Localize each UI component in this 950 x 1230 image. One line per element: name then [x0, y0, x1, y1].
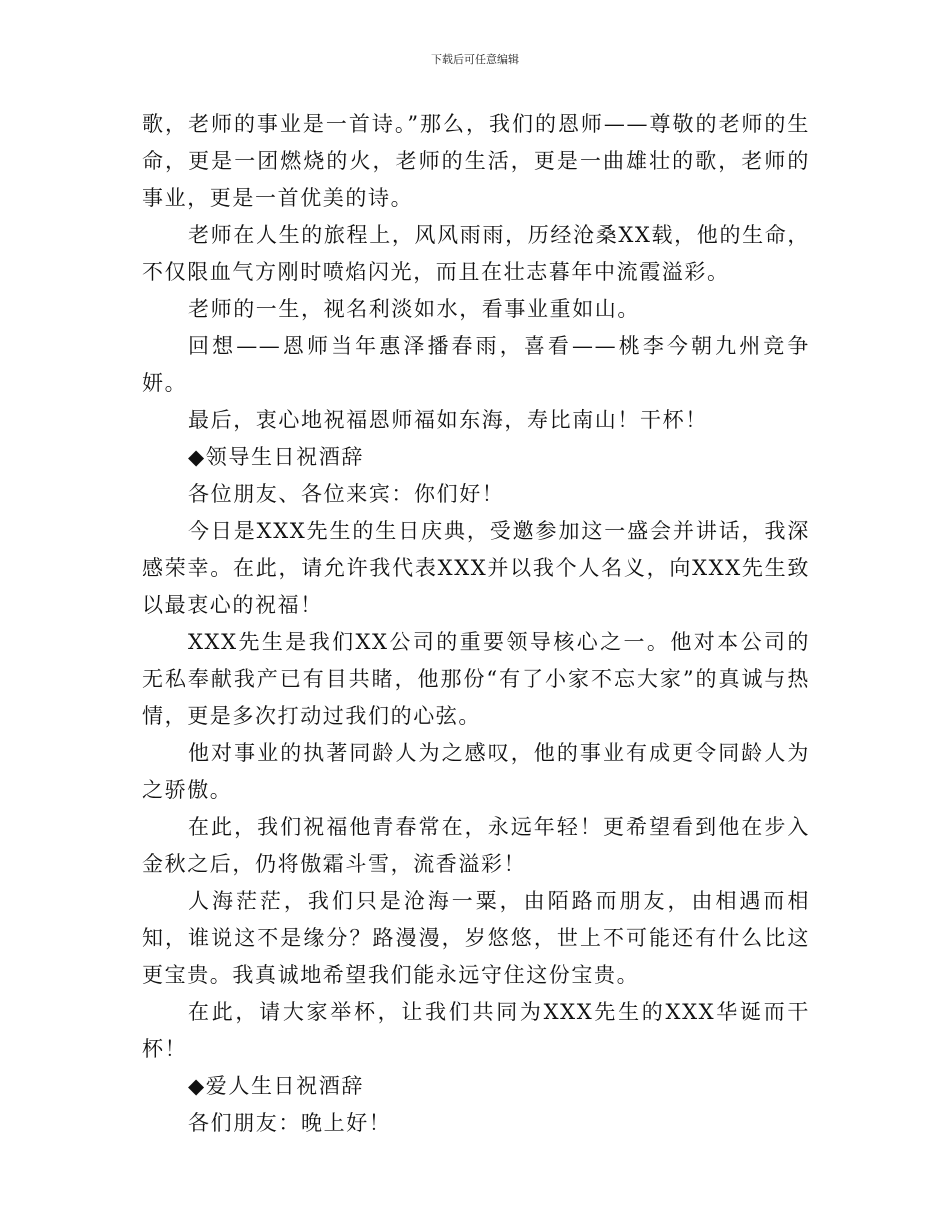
paragraph-8: 今日是XXX先生的生日庆典，受邀参加这一盛会并讲话，我深感荣幸。在此，请允许我代表XXX并以我个人名义，向XXX先生致以最衷心的祝福！ [142, 519, 810, 617]
paragraph-12: 人海茫茫，我们只是沧海一粟，由陌路而朋友，由相遇而相知，谁说这不是缘分？路漫漫，岁悠悠，世上不可能还有什么比这更宝贵。我真诚地希望我们能永远守住这份宝贵。 [142, 889, 810, 987]
document-body [142, 106, 810, 1142]
paragraph-1: 歌，老师的事业是一首诗。”那么，我们的恩师——尊敬的老师的生命，更是一团燃烧的火，老师的生活，更是一曲雄壮的歌，老师的事业，更是一首优美的诗。 [142, 112, 810, 210]
paragraph-11: 在此，我们祝福他青春常在，永远年轻！更希望看到他在步入金秋之后，仍将傲霜斗雪，流香溢彩！ [142, 815, 810, 876]
paragraph-13: 在此，请大家举杯，让我们共同为XXX先生的XXX华诞而干杯！ [142, 1000, 810, 1061]
page-header: 下载后可任意编辑 [431, 53, 519, 66]
paragraph-greeting: 各位朋友、各位来宾：你们好！ [188, 482, 505, 506]
section-heading-leader-toast: ◆领导生日祝酒辞 [188, 445, 364, 469]
paragraph-3: 老师的一生，视名利淡如水，看事业重如山。 [188, 297, 640, 321]
paragraph-4: 回想——恩师当年惠泽播春雨，喜看——桃李今朝九州竞争妍。 [142, 334, 810, 395]
paragraph-10: 他对事业的执著同龄人为之感叹，他的事业有成更令同龄人为之骄傲。 [142, 741, 810, 802]
section-heading-spouse-toast: ◆爱人生日祝酒辞 [188, 1074, 364, 1098]
paragraph-evening-greeting: 各们朋友：晚上好！ [188, 1111, 392, 1135]
paragraph-9: XXX先生是我们XX公司的重要领导核心之一。他对本公司的无私奉献我产已有目共睹，他那份“有了小家不忘大家”的真诚与热情，更是多次打动过我们的心弦。 [142, 630, 810, 728]
paragraph-5: 最后，衷心地祝福恩师福如东海，寿比南山！干杯！ [188, 408, 708, 432]
paragraph-2: 老师在人生的旅程上，风风雨雨，历经沧桑XX载，他的生命，不仅限血气方刚时喷焰闪光，而且在壮志暮年中流霞溢彩。 [142, 223, 810, 284]
